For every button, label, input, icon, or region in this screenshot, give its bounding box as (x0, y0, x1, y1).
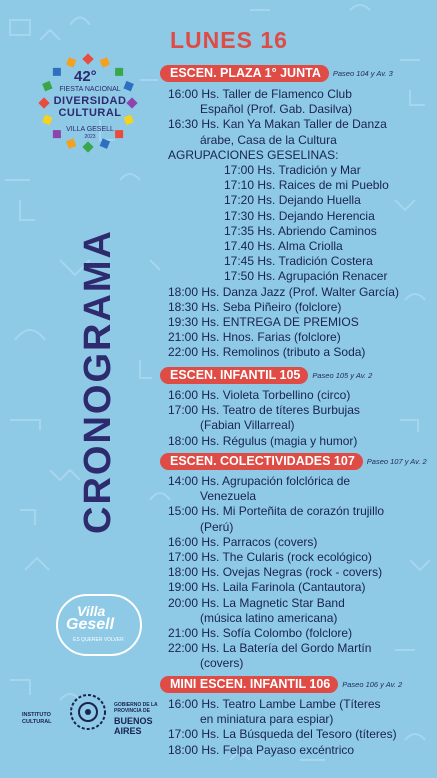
logo-place: VILLA GESELL (66, 126, 114, 133)
schedule-line: 18:00 Hs. Felpa Payaso excéntrico (168, 742, 355, 757)
logo-flag (66, 57, 76, 67)
schedule-line: Español (Prof. Gab. Dasilva) (200, 102, 353, 117)
schedule-line: 17:00 Hs. Tradición y Mar (224, 163, 361, 177)
day-title: LUNES 16 (170, 27, 288, 53)
schedule-line: 18:30 Hs. Seba Piñeiro (folclore) (168, 299, 342, 314)
villa-gesell-slogan: ES QUERER VOLVER (73, 637, 124, 643)
schedule-line: 19:00 Hs. Laila Farinola (Cantautora) (168, 580, 366, 595)
stage-name: ESCEN. PLAZA 1° JUNTA (160, 65, 329, 82)
villa-gesell-logo-villa: Villa (77, 603, 106, 619)
schedule-line: 16:00 Hs. Violeta Torbellino (circo) (168, 388, 351, 402)
logo-diversidad: DIVERSIDAD (53, 95, 127, 107)
instituto-cultural-logo (22, 712, 52, 726)
schedule-line: Venezuela (200, 489, 257, 504)
logo-flag (53, 68, 61, 76)
schedule-line: 16:00 Hs. Taller de Flamenco Club (168, 87, 352, 101)
schedule-line: en miniatura para espiar) (200, 712, 334, 727)
schedule-line: 16:00 Hs. Teatro Lambe Lambe (Títeres (168, 697, 381, 711)
schedule-line: (Fabian Villarreal) (200, 418, 295, 433)
gobierno-logo-top (114, 702, 158, 714)
instituto-line-2: CULTURAL (22, 719, 52, 725)
logo-flag (82, 53, 93, 64)
schedule-line: 18:00 Hs. Ovejas Negras (rock - covers) (168, 565, 383, 580)
instituto-line-1: INSTITUTO (22, 712, 51, 718)
schedule-line: AGRUPACIONES GESELINAS: (168, 147, 339, 162)
logo-cultural: CULTURAL (58, 107, 122, 119)
schedule-line: 16:00 Hs. Parracos (covers) (168, 534, 318, 549)
gobierno-line-3: BUENOS (114, 716, 153, 726)
schedule-line: 17:35 Hs. Abriendo Caminos (224, 223, 377, 238)
province-emblem-icon (68, 690, 108, 734)
schedule-line: 18:00 Hs. Danza Jazz (Prof. Walter García) (168, 284, 399, 299)
stage-banner (160, 65, 393, 82)
stage-banner (160, 453, 427, 470)
schedule-line: 22:00 Hs. Remolinos (tributo a Soda) (168, 345, 366, 360)
logo-fiesta-label: FIESTA NACIONAL (59, 86, 121, 93)
stage-address: Paseo 105 y Av. 2 (312, 371, 373, 380)
schedule-line: 14:00 Hs. Agrupación folclórica de (168, 474, 351, 488)
schedule-line: 17:00 Hs. Teatro de títeres Burbujas (168, 403, 360, 418)
stage-name: ESCEN. INFANTIL 105 (160, 367, 308, 384)
stage-address: Paseo 106 y Av. 2 (342, 680, 403, 689)
schedule-line: 15:00 Hs. Mi Porteñita de corazón trujillo (168, 504, 385, 519)
schedule-line: 16:30 Hs. Kan Ya Makan Taller de Danza (168, 117, 387, 132)
schedule-line: 17:10 Hs. Raices de mi Pueblo (224, 178, 389, 193)
stage-name: ESCEN. COLECTIVIDADES 107 (160, 453, 363, 470)
schedule-line: 17.40 Hs. Alma Criolla (224, 239, 343, 253)
vertical-title: CRONOGRAMA (77, 229, 119, 534)
schedule-line: árabe, Casa de la Cultura (200, 132, 337, 147)
schedule-line: 22:00 Hs. La Batería del Gordo Martín (168, 641, 372, 656)
logo-edition-number: 42° (74, 68, 97, 85)
schedule-line: 21:00 Hs. Hnos. Farias (folclore) (168, 330, 341, 345)
schedule-line: 17:20 Hs. Dejando Huella (224, 193, 361, 208)
stage-banner (160, 676, 402, 693)
schedule-line: 17:45 Hs. Tradición Costera (224, 254, 373, 269)
stage-address: Paseo 104 y Av. 3 (332, 69, 393, 78)
gobierno-logo-bottom (114, 716, 153, 736)
schedule-line: 18:00 Hs. Régulus (magia y humor) (168, 433, 358, 448)
gobierno-line-2: PROVINCIA DE (114, 708, 150, 714)
schedule-line: (Perú) (200, 519, 234, 534)
villa-gesell-logo-gesell: Gesell (66, 616, 115, 633)
stage-banner (160, 367, 372, 384)
logo-year: 2023 (84, 134, 96, 140)
schedule-line: 19:30 Hs. ENTREGA DE PREMIOS (168, 315, 359, 329)
schedule-line: 17:50 Hs. Agrupación Renacer (224, 269, 388, 284)
schedule-line: 17:00 Hs. La Búsqueda del Tesoro (títeres) (168, 727, 397, 742)
schedule-line: (covers) (200, 656, 244, 671)
logo-flag (115, 68, 123, 76)
schedule-line: 21:00 Hs. Sofía Colombo (folclore) (168, 626, 353, 640)
stage-name: MINI ESCEN. INFANTIL 106 (160, 676, 338, 693)
schedule-line: 20:00 Hs. La Magnetic Star Band (168, 595, 345, 610)
gobierno-line-4: AIRES (114, 726, 142, 736)
schedule-line: 17:30 Hs. Dejando Herencia (224, 208, 375, 223)
gobierno-line-1: GOBIERNO DE LA (114, 702, 158, 708)
logo-flag (100, 57, 110, 67)
schedule-line: 17:00 Hs. The Cularis (rock ecológico) (168, 550, 372, 564)
stage-address: Paseo 107 y Av. 2 (366, 457, 427, 466)
schedule-line: (música latino americana) (200, 610, 338, 625)
logo-flag (82, 141, 93, 152)
